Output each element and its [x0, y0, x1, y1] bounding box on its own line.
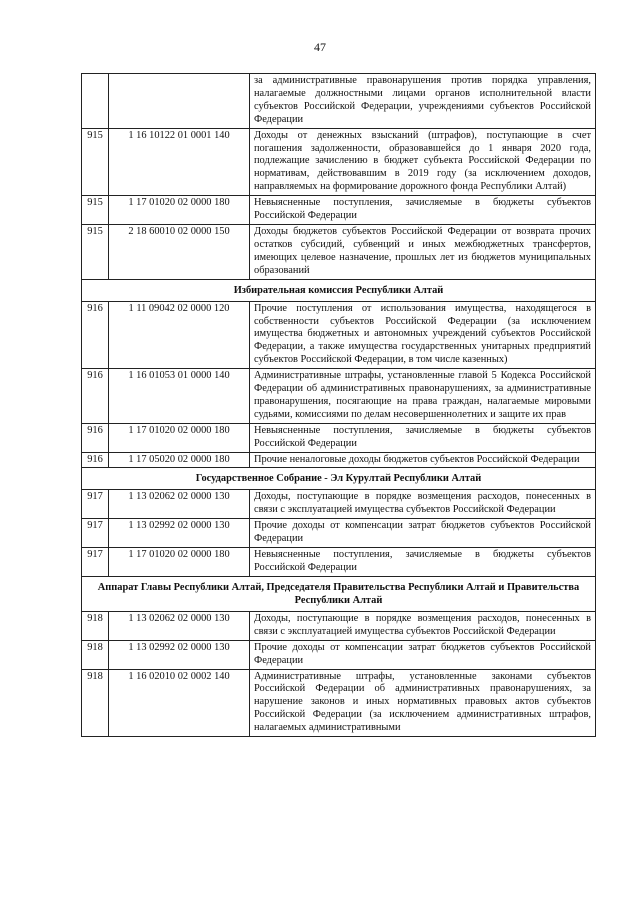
table-row — [82, 452, 596, 468]
section-header-row — [82, 576, 596, 611]
revenue-name: Административные штрафы, установленные главой 5 Кодекса Российской Федерации об административных правонарушениях, за административные правонарушения, посягающие на права граждан, налагаемые мировыми судьями, комиссиями по делам несовершеннолетних и защите их прав — [250, 369, 596, 424]
table-row — [82, 224, 596, 279]
revenue-name: Административные штрафы, установленные законами субъектов Российской Федерации об административных правонарушениях, за нарушение законов и иных нормативных правовых актов субъектов Российской Федерации (за исключением административных штрафов, налагаемых административными — [250, 669, 596, 737]
administrator-code: 915 — [82, 224, 109, 279]
table-row — [82, 369, 596, 424]
table-row — [82, 128, 596, 196]
revenue-name: Невыясненные поступления, зачисляемые в бюджеты субъектов Российской Федерации — [250, 548, 596, 577]
table-row — [82, 74, 596, 129]
administrator-code — [82, 74, 109, 129]
revenue-classification-code: 1 16 02010 02 0002 140 — [109, 669, 250, 737]
revenue-name: Доходы, поступающие в порядке возмещения расходов, понесенных в связи с эксплуатацией имущества субъектов Российской Федерации — [250, 611, 596, 640]
administrator-code: 916 — [82, 301, 109, 369]
table-row — [82, 611, 596, 640]
section-title: Избирательная комиссия Республики Алтай — [82, 279, 596, 301]
page-number: 47 — [314, 40, 326, 54]
administrator-code: 918 — [82, 640, 109, 669]
table-row — [82, 519, 596, 548]
section-title: Аппарат Главы Республики Алтай, Председателя Правительства Республики Алтай и Правительства Республики Алтай — [82, 576, 596, 611]
table-body — [82, 74, 596, 737]
table-row — [82, 301, 596, 369]
revenue-classification-code: 1 13 02992 02 0000 130 — [109, 640, 250, 669]
revenue-classification-code: 2 18 60010 02 0000 150 — [109, 224, 250, 279]
administrator-code: 918 — [82, 611, 109, 640]
section-header-row — [82, 279, 596, 301]
revenue-classification-code: 1 17 01020 02 0000 180 — [109, 196, 250, 225]
revenue-name: за административные правонарушения против порядка управления, налагаемые должностными лицами органов исполнительной власти субъектов Российской Федерации, учреждениями субъектов Российской Федерации — [250, 74, 596, 129]
revenue-name: Доходы, поступающие в порядке возмещения расходов, понесенных в связи с эксплуатацией имущества субъектов Российской Федерации — [250, 490, 596, 519]
revenue-classification-code: 1 16 01053 01 0000 140 — [109, 369, 250, 424]
section-title: Государственное Собрание - Эл Курултай Республики Алтай — [82, 468, 596, 490]
revenue-classification-code: 1 13 02992 02 0000 130 — [109, 519, 250, 548]
revenue-codes-table — [81, 73, 596, 737]
revenue-classification-code — [109, 74, 250, 129]
administrator-code: 916 — [82, 452, 109, 468]
revenue-classification-code: 1 13 02062 02 0000 130 — [109, 611, 250, 640]
table-row — [82, 669, 596, 737]
revenue-classification-code: 1 11 09042 02 0000 120 — [109, 301, 250, 369]
revenue-name: Доходы от денежных взысканий (штрафов), поступающие в счет погашения задолженности, образовавшейся до 1 января 2020 года, подлежащие зачислению в бюджет субъекта Российской Федерации по нормативам, действовавшим в 2019 году (за исключением доходов, направляемых на формирование дорожного фонда Республики Алтай) — [250, 128, 596, 196]
administrator-code: 915 — [82, 128, 109, 196]
revenue-name: Прочие поступления от использования имущества, находящегося в собственности субъектов Российской Федерации (за исключением имущества бюджетных и автономных учреждений субъектов Российской Федерации, а также имущества государственных унитарных предприятий субъектов Российской Федерации, в том числе казенных) — [250, 301, 596, 369]
administrator-code: 917 — [82, 548, 109, 577]
table-row — [82, 423, 596, 452]
revenue-classification-code: 1 17 05020 02 0000 180 — [109, 452, 250, 468]
administrator-code: 916 — [82, 423, 109, 452]
revenue-name: Прочие доходы от компенсации затрат бюджетов субъектов Российской Федерации — [250, 640, 596, 669]
section-header-row — [82, 468, 596, 490]
table-row — [82, 196, 596, 225]
administrator-code: 915 — [82, 196, 109, 225]
revenue-classification-code: 1 17 01020 02 0000 180 — [109, 423, 250, 452]
revenue-name: Доходы бюджетов субъектов Российской Федерации от возврата прочих остатков субсидий, субвенций и иных межбюджетных трансфертов, имеющих целевое назначение, прошлых лет из бюджетов муниципальных образований — [250, 224, 596, 279]
table-row — [82, 548, 596, 577]
revenue-name: Невыясненные поступления, зачисляемые в бюджеты субъектов Российской Федерации — [250, 196, 596, 225]
revenue-classification-code: 1 13 02062 02 0000 130 — [109, 490, 250, 519]
revenue-name: Прочие доходы от компенсации затрат бюджетов субъектов Российской Федерации — [250, 519, 596, 548]
revenue-classification-code: 1 17 01020 02 0000 180 — [109, 548, 250, 577]
administrator-code: 917 — [82, 519, 109, 548]
table-row — [82, 490, 596, 519]
revenue-name: Прочие неналоговые доходы бюджетов субъектов Российской Федерации — [250, 452, 596, 468]
administrator-code: 918 — [82, 669, 109, 737]
revenue-name: Невыясненные поступления, зачисляемые в бюджеты субъектов Российской Федерации — [250, 423, 596, 452]
revenue-classification-code: 1 16 10122 01 0001 140 — [109, 128, 250, 196]
table-row — [82, 640, 596, 669]
administrator-code: 916 — [82, 369, 109, 424]
administrator-code: 917 — [82, 490, 109, 519]
